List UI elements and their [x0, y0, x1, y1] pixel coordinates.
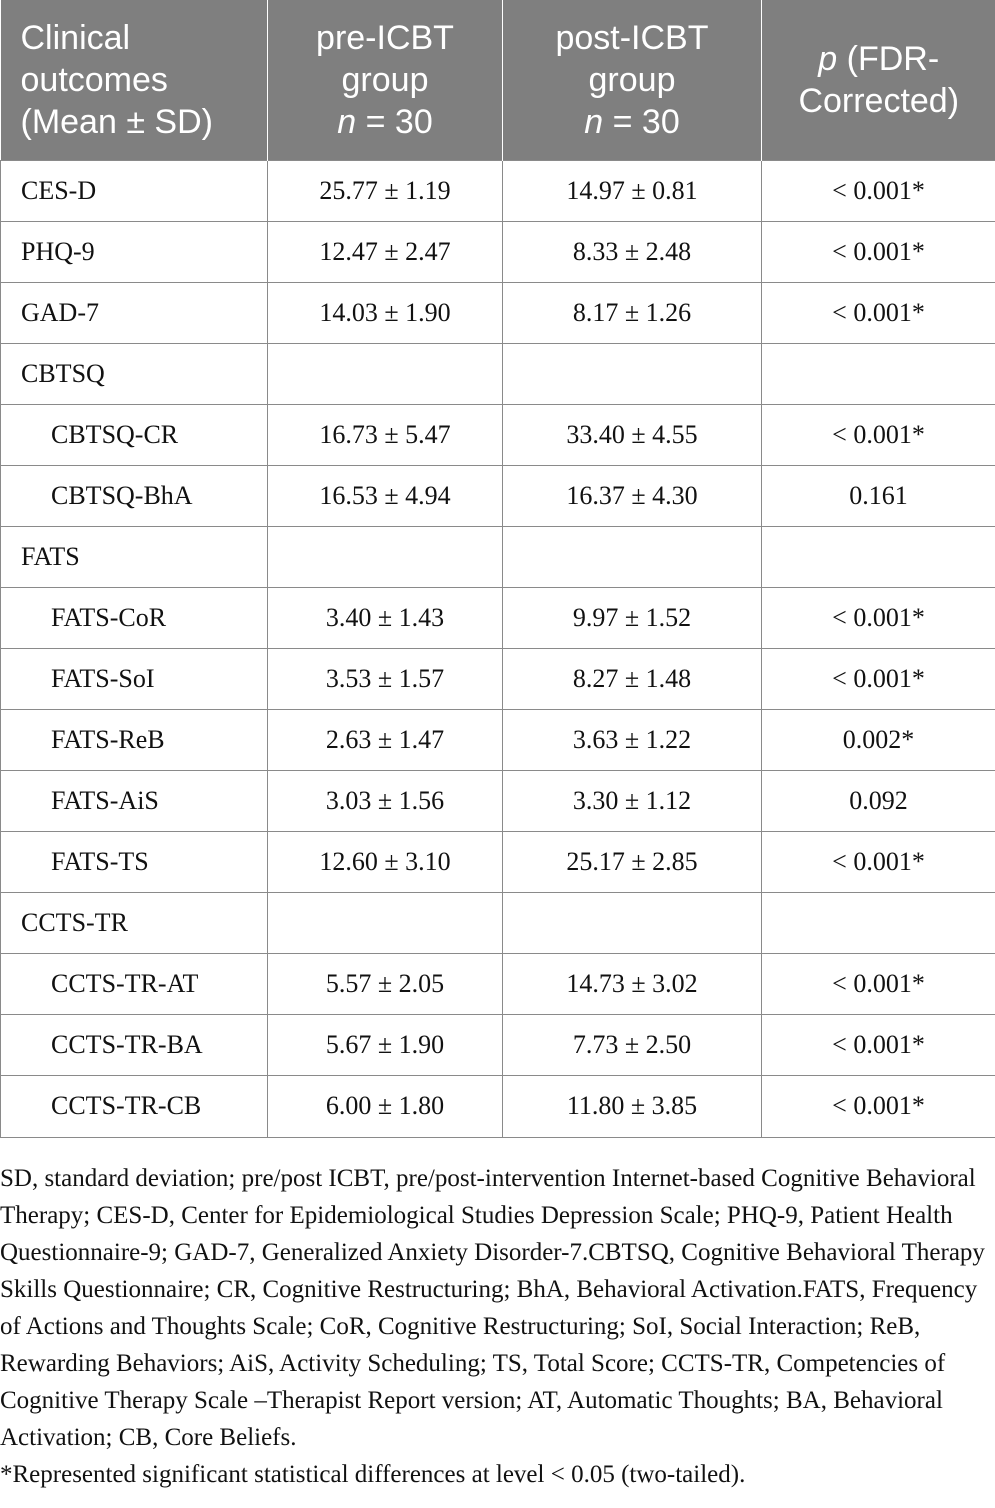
- row-label: PHQ-9: [1, 221, 268, 282]
- post-icbt-value: 7.73 ± 2.50: [503, 1014, 762, 1075]
- row-label: FATS-AiS: [1, 770, 268, 831]
- pre-icbt-value: 3.53 ± 1.57: [268, 648, 503, 709]
- p-value: < 0.001*: [762, 648, 995, 709]
- header-pre-icbt-n-label: n: [337, 102, 357, 141]
- table-body: [1, 160, 995, 1137]
- group-label: CBTSQ: [1, 343, 268, 404]
- row-label: CES-D: [1, 160, 268, 221]
- pre-icbt-value: [268, 343, 503, 404]
- table-row-group-header: [1, 526, 995, 587]
- post-icbt-value: 14.73 ± 3.02: [503, 953, 762, 1014]
- header-pre-icbt: [268, 0, 503, 160]
- table-row: [1, 648, 995, 709]
- pre-icbt-value: 16.73 ± 5.47: [268, 404, 503, 465]
- post-icbt-value: 8.27 ± 1.48: [503, 648, 762, 709]
- pre-icbt-value: 6.00 ± 1.80: [268, 1075, 503, 1137]
- table-row: [1, 160, 995, 221]
- p-value: < 0.001*: [762, 953, 995, 1014]
- table-row: [1, 953, 995, 1014]
- pre-icbt-value: 12.60 ± 3.10: [268, 831, 503, 892]
- header-post-icbt-n-value: = 30: [603, 102, 680, 141]
- p-value: < 0.001*: [762, 1075, 995, 1137]
- header-p-label: p: [818, 39, 838, 78]
- p-value: < 0.001*: [762, 587, 995, 648]
- post-icbt-value: 9.97 ± 1.52: [503, 587, 762, 648]
- pre-icbt-value: 5.67 ± 1.90: [268, 1014, 503, 1075]
- row-label: CCTS-TR-AT: [1, 953, 268, 1014]
- pre-icbt-value: 12.47 ± 2.47: [268, 221, 503, 282]
- p-value: < 0.001*: [762, 221, 995, 282]
- post-icbt-value: 8.33 ± 2.48: [503, 221, 762, 282]
- pre-icbt-value: [268, 892, 503, 953]
- pre-icbt-value: 3.03 ± 1.56: [268, 770, 503, 831]
- footnote-significance: *Represented significant statistical differences at level < 0.05 (two-tailed).: [0, 1461, 746, 1488]
- row-label: FATS-SoI: [1, 648, 268, 709]
- post-icbt-value: 16.37 ± 4.30: [503, 465, 762, 526]
- post-icbt-value: [503, 526, 762, 587]
- header-post-icbt-n-label: n: [584, 102, 604, 141]
- row-label: FATS-ReB: [1, 709, 268, 770]
- row-label: CBTSQ-CR: [1, 404, 268, 465]
- post-icbt-value: [503, 343, 762, 404]
- table-row: [1, 709, 995, 770]
- header-clinical-outcomes-line-1: Clinical: [20, 18, 131, 57]
- table-header: [1, 0, 995, 160]
- footnote-abbreviations: SD, standard deviation; pre/post ICBT, pre/post-intervention Internet-based Cognitive Behavioral Therapy; CES-D, Center for Epidemiological Studies Depression Scale; PHQ-9, Patient Health Questionnaire-9; GAD-7, Generalized Anxiety Disorder-7.CBTSQ, Cognitive Behavioral Therapy Skills Questionnaire; CR, Cognitive Restructuring; BhA, Behavioral Activation.FATS, Frequency of Actions and Thoughts Scale; CoR, Cognitive Restructuring; SoI, Social Interaction; ReB, Rewarding Behaviors; AiS, Activity Scheduling; TS, Total Score; CCTS-TR, Competencies of Cognitive Therapy Scale –Therapist Report version; AT, Automatic Thoughts; BA, Behavioral Activation; CB, Core Beliefs.: [0, 1165, 985, 1451]
- table-row: [1, 404, 995, 465]
- p-value: < 0.001*: [762, 404, 995, 465]
- table-row: [1, 1014, 995, 1075]
- header-clinical-outcomes-line-2: outcomes: [20, 60, 168, 99]
- post-icbt-value: 25.17 ± 2.85: [503, 831, 762, 892]
- post-icbt-value: 3.30 ± 1.12: [503, 770, 762, 831]
- pre-icbt-value: 14.03 ± 1.90: [268, 282, 503, 343]
- table-row: [1, 282, 995, 343]
- pre-icbt-value: 2.63 ± 1.47: [268, 709, 503, 770]
- header-clinical-outcomes-line-3: (Mean ± SD): [20, 102, 213, 141]
- header-p-value: [762, 0, 995, 160]
- post-icbt-value: 11.80 ± 3.85: [503, 1075, 762, 1137]
- row-label: FATS-CoR: [1, 587, 268, 648]
- pre-icbt-value: 3.40 ± 1.43: [268, 587, 503, 648]
- p-value: [762, 526, 995, 587]
- header-pre-icbt-sample-size: [274, 101, 496, 143]
- p-value: < 0.001*: [762, 282, 995, 343]
- pre-icbt-value: [268, 526, 503, 587]
- pre-icbt-value: 5.57 ± 2.05: [268, 953, 503, 1014]
- table-row: [1, 587, 995, 648]
- table-row: [1, 770, 995, 831]
- p-value: [762, 343, 995, 404]
- group-label: CCTS-TR: [1, 892, 268, 953]
- row-label: FATS-TS: [1, 831, 268, 892]
- row-label: CCTS-TR-CB: [1, 1075, 268, 1137]
- p-value: < 0.001*: [762, 1014, 995, 1075]
- post-icbt-value: [503, 892, 762, 953]
- header-pre-icbt-line-2: group: [341, 60, 429, 99]
- header-post-icbt: [503, 0, 762, 160]
- table-row: [1, 465, 995, 526]
- group-label: FATS: [1, 526, 268, 587]
- header-row: [1, 0, 995, 160]
- post-icbt-value: 33.40 ± 4.55: [503, 404, 762, 465]
- table-row: [1, 221, 995, 282]
- header-post-icbt-line-2: group: [588, 60, 676, 99]
- header-p-value-line-1: [768, 38, 990, 80]
- pre-icbt-value: 25.77 ± 1.19: [268, 160, 503, 221]
- pre-icbt-value: 16.53 ± 4.94: [268, 465, 503, 526]
- post-icbt-value: 3.63 ± 1.22: [503, 709, 762, 770]
- table-row: [1, 831, 995, 892]
- row-label: GAD-7: [1, 282, 268, 343]
- table-row-group-header: [1, 343, 995, 404]
- post-icbt-value: 8.17 ± 1.26: [503, 282, 762, 343]
- table-row: [1, 1075, 995, 1137]
- header-post-icbt-sample-size: [509, 101, 755, 143]
- header-pre-icbt-n-value: = 30: [356, 102, 433, 141]
- table-footnote: [0, 1160, 992, 1493]
- header-post-icbt-line-1: post-ICBT: [555, 18, 709, 57]
- header-p-rest: (FDR-: [837, 39, 940, 78]
- header-p-value-line-2: Corrected): [798, 81, 960, 120]
- table-row-group-header: [1, 892, 995, 953]
- p-value: 0.161: [762, 465, 995, 526]
- row-label: CBTSQ-BhA: [1, 465, 268, 526]
- p-value: [762, 892, 995, 953]
- header-clinical-outcomes: [1, 0, 268, 160]
- p-value: < 0.001*: [762, 160, 995, 221]
- row-label: CCTS-TR-BA: [1, 1014, 268, 1075]
- p-value: 0.092: [762, 770, 995, 831]
- p-value: < 0.001*: [762, 831, 995, 892]
- post-icbt-value: 14.97 ± 0.81: [503, 160, 762, 221]
- p-value: 0.002*: [762, 709, 995, 770]
- header-pre-icbt-line-1: pre-ICBT: [316, 18, 454, 57]
